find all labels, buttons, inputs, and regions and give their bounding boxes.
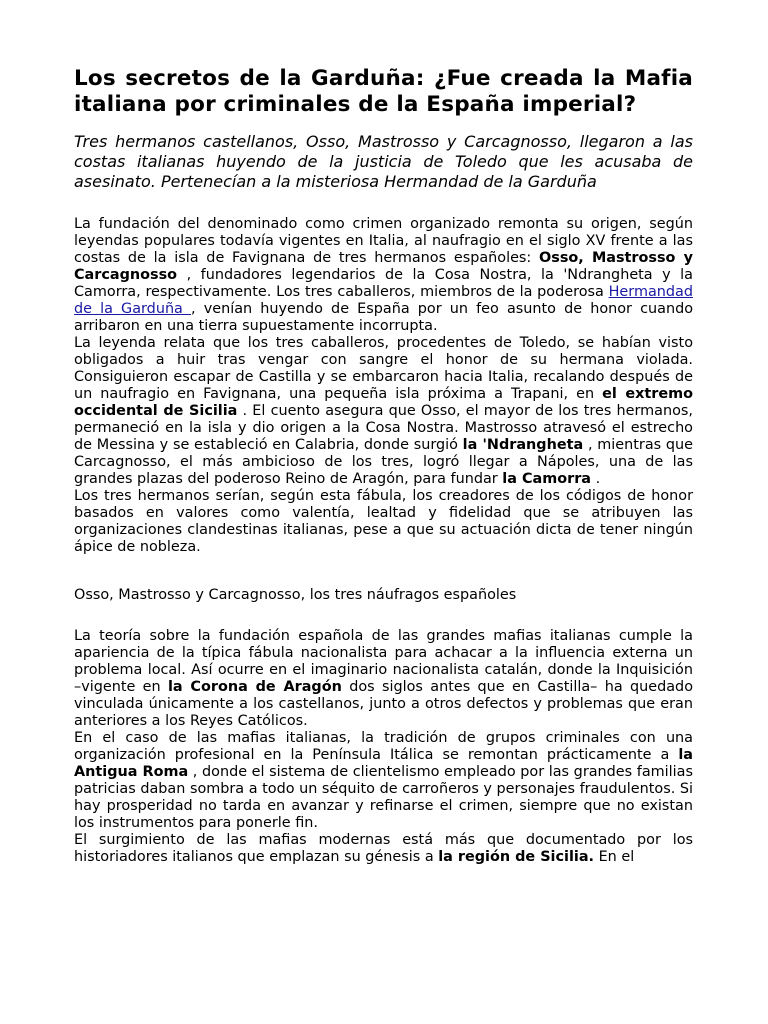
- p1-text-2: , fundadores legendarios de la Cosa Nostra, la 'Ndrangheta y la Camorra, respectivamente. Los tres caballeros, miembros de la poderosa: [74, 267, 693, 300]
- p1-text-1: La fundación del denominado como crimen organizado remonta su origen, según leyendas populares todavía vigentes en Italia, al naufragio en el siglo XV frente a las costas de la isla de Favignana de tres hermanos españoles:: [74, 216, 693, 266]
- p5-bold-1: la Antigua Roma: [74, 747, 693, 780]
- p2-bold-2: la 'Ndrangheta: [462, 437, 584, 453]
- paragraph-3: Los tres hermanos serían, según esta fábula, los creadores de los códigos de honor basados en valores como valentía, lealtad y fidelidad que se atribuyen las organizaciones clandestinas italianas, pese a que su actuación dicta de tener ningún ápice de nobleza.: [74, 488, 693, 555]
- p1-text-3: , venían huyendo de España por un feo asunto de honor cuando arribaron en una tierra supuestamente incorrupta.: [74, 301, 694, 334]
- p2-bold-1: el extremo occidental de Sicilia: [74, 386, 693, 419]
- article-subtitle: Tres hermanos castellanos, Osso, Mastrosso y Carcagnosso, llegaron a las costas italianas huyendo de la justicia de Toledo que les acusaba de asesinato. Pertenecían a la misteriosa Hermandad de la Garduña: [74, 132, 693, 191]
- p1-bold-names: Osso, Mastrosso y Carcagnosso: [74, 250, 693, 283]
- paragraph-4: [74, 628, 693, 730]
- p6-text-2: En el: [594, 849, 635, 865]
- p4-text-2: dos siglos antes que en Castilla– ha quedado vinculada únicamente a los castellanos, junto a otros defectos y problemas que eran anteriores a los Reyes Católicos.: [74, 679, 693, 729]
- section-heading: Osso, Mastrosso y Carcagnosso, los tres náufragos españoles: [74, 587, 517, 603]
- p6-text-1: El surgimiento de las mafias modernas está más que documentado por los historiadores italianos que emplazan su génesis a: [74, 832, 693, 865]
- paragraph-5: [74, 730, 693, 832]
- p5-text-1: En el caso de las mafias italianas, la tradición de grupos criminales con una organización profesional en la Península Itálica se remontan prácticamente a: [74, 730, 693, 763]
- p2-text-4: .: [591, 471, 601, 487]
- p4-text-1: La teoría sobre la fundación española de las grandes mafias italianas cumple la apariencia de la típica fábula nacionalista para achacar a la influencia externa un problema local. Así ocurre en el imaginario nacionalista catalán, donde la Inquisición –vigente en: [74, 628, 693, 695]
- p4-bold-1: la Corona de Aragón: [168, 679, 342, 695]
- garduna-link[interactable]: Hermandad de la Garduña: [74, 284, 693, 317]
- paragraph-1: [74, 216, 693, 335]
- p5-text-2: , donde el sistema de clientelismo empleado por las grandes familias patricias daban sombra a todo un séquito de carroñeros y personajes fraudulentos. Si hay prosperidad no tarda en avanzar y refinarse el crimen, siempre que no existan los instrumentos para ponerle fin.: [74, 764, 693, 831]
- p2-text-2: . El cuento asegura que Osso, el mayor de los tres hermanos, permaneció en la isla y dio origen a la Cosa Nostra. Mastrosso atravesó el estrecho de Messina y se estableció en Calabria, donde surgió: [74, 403, 693, 453]
- p6-bold-1: la región de Sicilia.: [438, 849, 594, 865]
- p2-text-1: La leyenda relata que los tres caballeros, procedentes de Toledo, se habían visto obligados a huir tras vengar con sangre el honor de su hermana violada. Consiguieron escapar de Castilla y se embarcaron hacia Italia, recalando después de un naufragio en Favignana, una pequeña isla próxima a Trapani, en: [74, 335, 693, 402]
- paragraph-6: [74, 832, 693, 866]
- article: [74, 66, 693, 866]
- p2-bold-3: la Camorra: [502, 471, 592, 487]
- article-title: Los secretos de la Garduña: ¿Fue creada la Mafia italiana por criminales de la España imperial?: [74, 66, 693, 117]
- p2-text-3: , mientras que Carcagnosso, el más ambicioso de los tres, logró llegar a Nápoles, una de las grandes plazas del poderoso Reino de Aragón, para fundar: [74, 437, 693, 487]
- paragraph-2: [74, 335, 693, 488]
